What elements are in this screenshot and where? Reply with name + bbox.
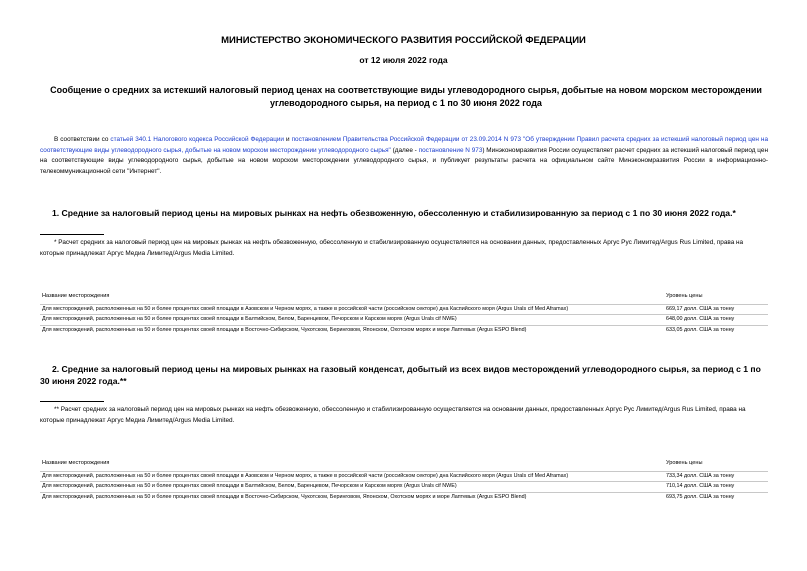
section-2-footnote: ** Расчет средних за налоговый период цен на мировых рынках на нефть обезвоженную, обессоленную и стабилизированную осуществляется на основании данных, предоставленных Аргус Рус Лимитед/Argus Rus Limited, права на которые принадлежат Аргус Медиа Лимитед/Argus Media Limited.: [40, 406, 746, 424]
section-1-heading: 1. Средние за налоговый период цены на мировых рынках на нефть обезвоженную, обессоленную и стабилизированную за период с 1 по 30 июня 2022 года.*: [52, 208, 736, 218]
field-name-cell: Для месторождений, расположенных на 50 и более процентах своей площади в Азовском и Черном морях, а также в российской части (российском секторе) дна Каспийского моря (Argus Urals cif Med Aframax): [40, 304, 648, 315]
document-title: Сообщение о средних за истекший налоговый период ценах на соответствующие виды углеводородного сырья, добытые на новом морском месторождении углеводородного сырья, на период с 1 по 30 июня 2022 года: [50, 85, 762, 108]
section-2-price-table: [40, 459, 768, 502]
col-header-price: Уровень цены: [666, 293, 703, 299]
section-2-heading: 2. Средние за налоговый период цены на мировых рынках на газовый конденсат, добытый из всех видов месторождений углеводородного сырья, за период с 1 по 30 июня 2022 года.**: [40, 364, 761, 386]
col-header-field-name: Название месторождения: [42, 293, 110, 299]
table-row: [40, 304, 768, 315]
col-header-price: Уровень цены: [666, 460, 703, 466]
field-name-cell: Для месторождений, расположенных на 50 и более процентах своей площади в Азовском и Черном морях, а также в российской части (российском секторе) дна Каспийского моря (Argus Urals cif Med Aframax): [40, 471, 648, 482]
intro-text-3: (далее -: [390, 146, 419, 154]
table-row: [40, 471, 768, 482]
table-row: [40, 325, 768, 335]
price-cell: 733,34 долл. США за тонну: [648, 471, 768, 482]
ministry-title: МИНИСТЕРСТВО ЭКОНОМИЧЕСКОГО РАЗВИТИЯ РОССИЙСКОЙ ФЕДЕРАЦИИ: [221, 35, 586, 46]
field-name-cell: Для месторождений, расположенных на 50 и более процентах своей площади в Балтийском, Белом, Баренцевом, Печорском и Карском морях (Argus Urals cif NWE): [40, 482, 648, 493]
field-name-cell: Для месторождений, расположенных на 50 и более процентах своей площади в Балтийском, Белом, Баренцевом, Печорском и Карском морях (Argus Urals cif NWE): [40, 315, 648, 326]
table-row: [40, 492, 768, 502]
price-cell: 633,05 долл. США за тонну: [648, 325, 768, 335]
price-cell: 648,00 долл. США за тонну: [648, 315, 768, 326]
price-cell: 693,75 долл. США за тонну: [648, 492, 768, 502]
col-header-field-name: Название месторождения: [42, 460, 110, 466]
table-row: [40, 315, 768, 326]
footnote-divider-2: [40, 401, 104, 402]
section-1-footnote: * Расчет средних за налоговый период цен на мировых рынках на нефть обезвоженную, обессоленную и стабилизированную осуществляется на основании данных, предоставленных Аргус Рус Лимитед/Argus Rus Limited, права на которые принадлежат Аргус Медиа Лимитед/Argus Media Limited.: [40, 239, 744, 257]
footnote-divider-1: [40, 234, 104, 235]
document-date: от 12 июля 2022 года: [359, 55, 448, 65]
field-name-cell: Для месторождений, расположенных на 50 и более процентах своей площади в Восточно-Сибирском, Чукотском, Беринговом, Японском, Охотском морях и море Лаптевых (Argus ESPO Blend): [40, 325, 648, 335]
intro-paragraph: [40, 135, 768, 177]
price-cell: 669,17 долл. США за тонну: [648, 304, 768, 315]
intro-text-2: и: [284, 136, 292, 143]
intro-text-1: В соответствии со: [54, 136, 111, 143]
resolution-973-link[interactable]: постановлением Правительства Российской Федерации от 23.09.2014 N 973 "Об утверждении Правил расчета средних за истекший налоговый период цен на соответствующие виды углеводородного сырья, добытые на новом морском месторождении углеводородного сырья": [40, 136, 769, 154]
field-name-cell: Для месторождений, расположенных на 50 и более процентах своей площади в Восточно-Сибирском, Чукотском, Беринговом, Японском, Охотском морях и море Лаптевых (Argus ESPO Blend): [40, 492, 648, 502]
price-cell: 710,14 долл. США за тонну: [648, 482, 768, 493]
resolution-973-short-link[interactable]: постановление N 973: [418, 146, 483, 154]
tax-code-link[interactable]: статьей 340.1 Налогового кодекса Российской Федерации: [110, 136, 284, 143]
table-row: [40, 482, 768, 493]
section-1-price-table: [40, 292, 768, 335]
intro-text-4: ) Минэкономразвития России осуществляет расчет средних за истекший налоговый период цен на соответствующие виды углеводородного сырья, добытые на новом морском месторождении углеводородного сырья, и публикует результаты расчета на официальном сайте Минэкономразвития России в информационно-телекоммуникационной сети "Интернет".: [40, 146, 768, 175]
